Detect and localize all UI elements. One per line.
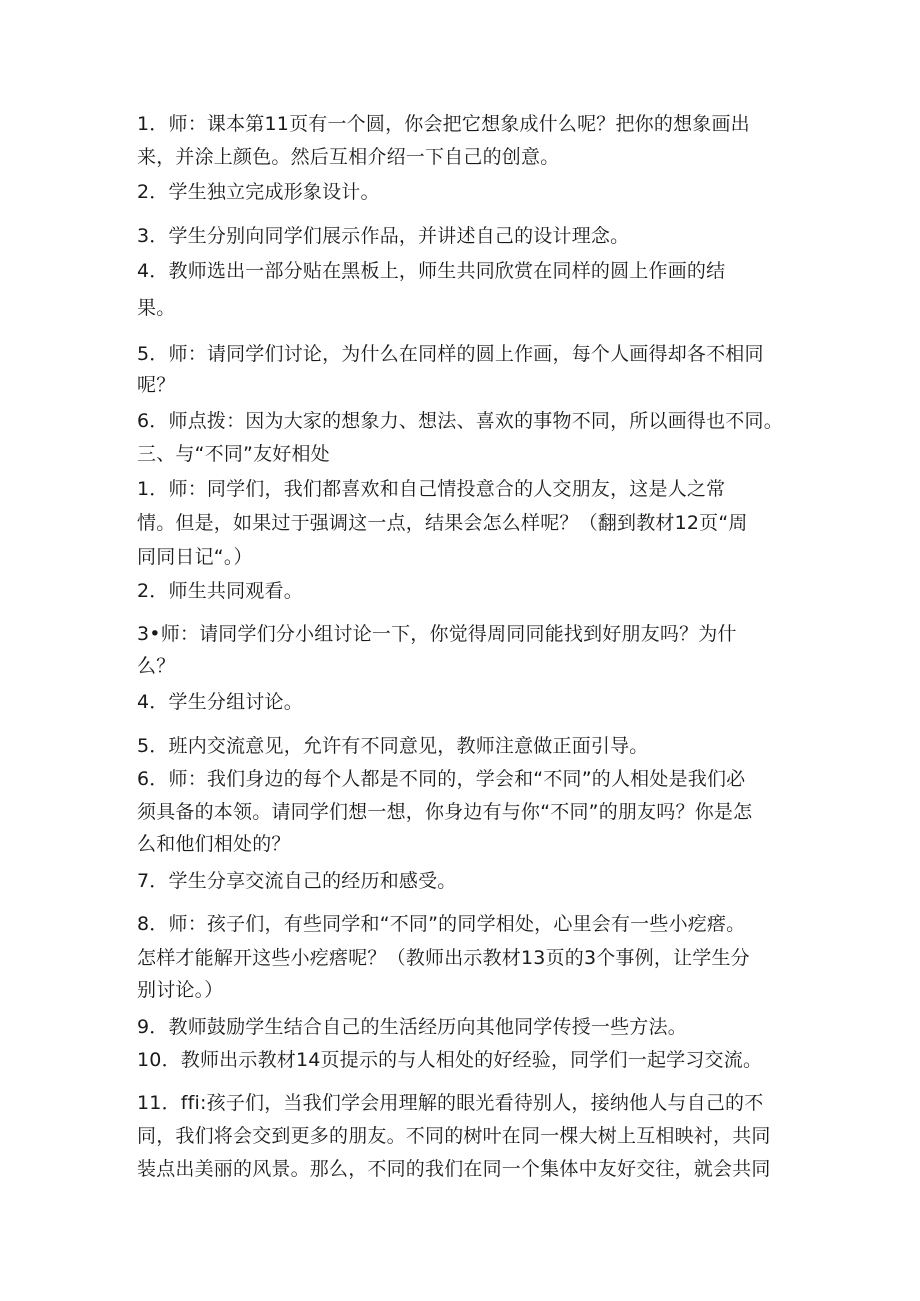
text-line: 么？: [137, 655, 176, 677]
text-line: 怎样才能解开这些小疙瘩呢？（教师出示教材13页的3个事例，让学生分: [137, 947, 750, 969]
text-line: 3．学生分别向同学们展示作品，并讲述自己的设计理念。: [137, 225, 630, 247]
text-line: 果。: [137, 297, 176, 319]
text-line: 10．教师出示教材14页提示的与人相处的好经验，同学们一起学习交流。: [137, 1049, 763, 1071]
text-line: 5．师：请同学们讨论，为什么在同样的圆上作画，每个人画得却各不相同: [137, 343, 764, 365]
text-line: 同同日记“。）: [137, 546, 253, 568]
text-line: 呢？: [137, 374, 176, 396]
text-line: 3•师：请同学们分小组讨论一下，你觉得周同同能找到好朋友吗？为什: [137, 623, 737, 645]
text-line: 别讨论。）: [137, 979, 224, 1001]
text-line: 4．学生分组讨论。: [137, 691, 303, 713]
text-line: 装点出美丽的风景。那么，不同的我们在同一个集体中友好交往，就会共同: [137, 1158, 771, 1180]
text-line: 4．教师选出一部分贴在黑板上，师生共同欣赏在同样的圆上作画的结: [137, 260, 726, 282]
text-line: 11．ffi:孩子们，当我们学会用理解的眼光看待别人，接纳他人与自己的不: [137, 1092, 764, 1114]
text-line: 2．学生独立完成形象设计。: [137, 181, 380, 203]
text-line: 同，我们将会交到更多的朋友。不同的树叶在同一棵大树上互相映衬，共同: [137, 1125, 771, 1147]
text-line: 么和他们相处的？: [137, 833, 291, 855]
text-line: 须具备的本领。请同学们想一想，你身边有与你“不同”的朋友吗？你是怎: [137, 801, 753, 823]
text-line: 9．教师鼓励学生结合自己的生活经历向其他同学传授一些方法。: [137, 1016, 687, 1038]
section-heading: 三、与“不同”友好相处: [137, 443, 330, 465]
text-line: 8．师：孩子们，有些同学和“不同”的同学相处，心里会有一些小疙瘩。: [137, 913, 746, 935]
text-line: 7．学生分享交流自己的经历和感受。: [137, 870, 457, 892]
text-line: 情。但是，如果过于强调这一点，结果会怎么样呢？（翻到教材12页“周: [137, 512, 748, 534]
text-line: 来，并涂上颜色。然后互相介绍一下自己的创意。: [137, 146, 560, 168]
text-line: 1．师：课本第11页有一个圆，你会把它想象成什么呢？把你的想象画出: [137, 113, 750, 135]
text-line: 1．师：同学们，我们都喜欢和自己情投意合的人交朋友，这是人之常: [137, 478, 726, 500]
text-line: 6．师：我们身边的每个人都是不同的，学会和“不同”的人相处是我们必: [137, 768, 746, 790]
text-line: 2．师生共同观看。: [137, 580, 303, 602]
text-line: 6．师点拨：因为大家的想象力、想法、喜欢的事物不同，所以画得也不同。: [137, 410, 783, 432]
text-line: 5．班内交流意见，允许有不同意见，教师注意做正面引导。: [137, 735, 649, 757]
